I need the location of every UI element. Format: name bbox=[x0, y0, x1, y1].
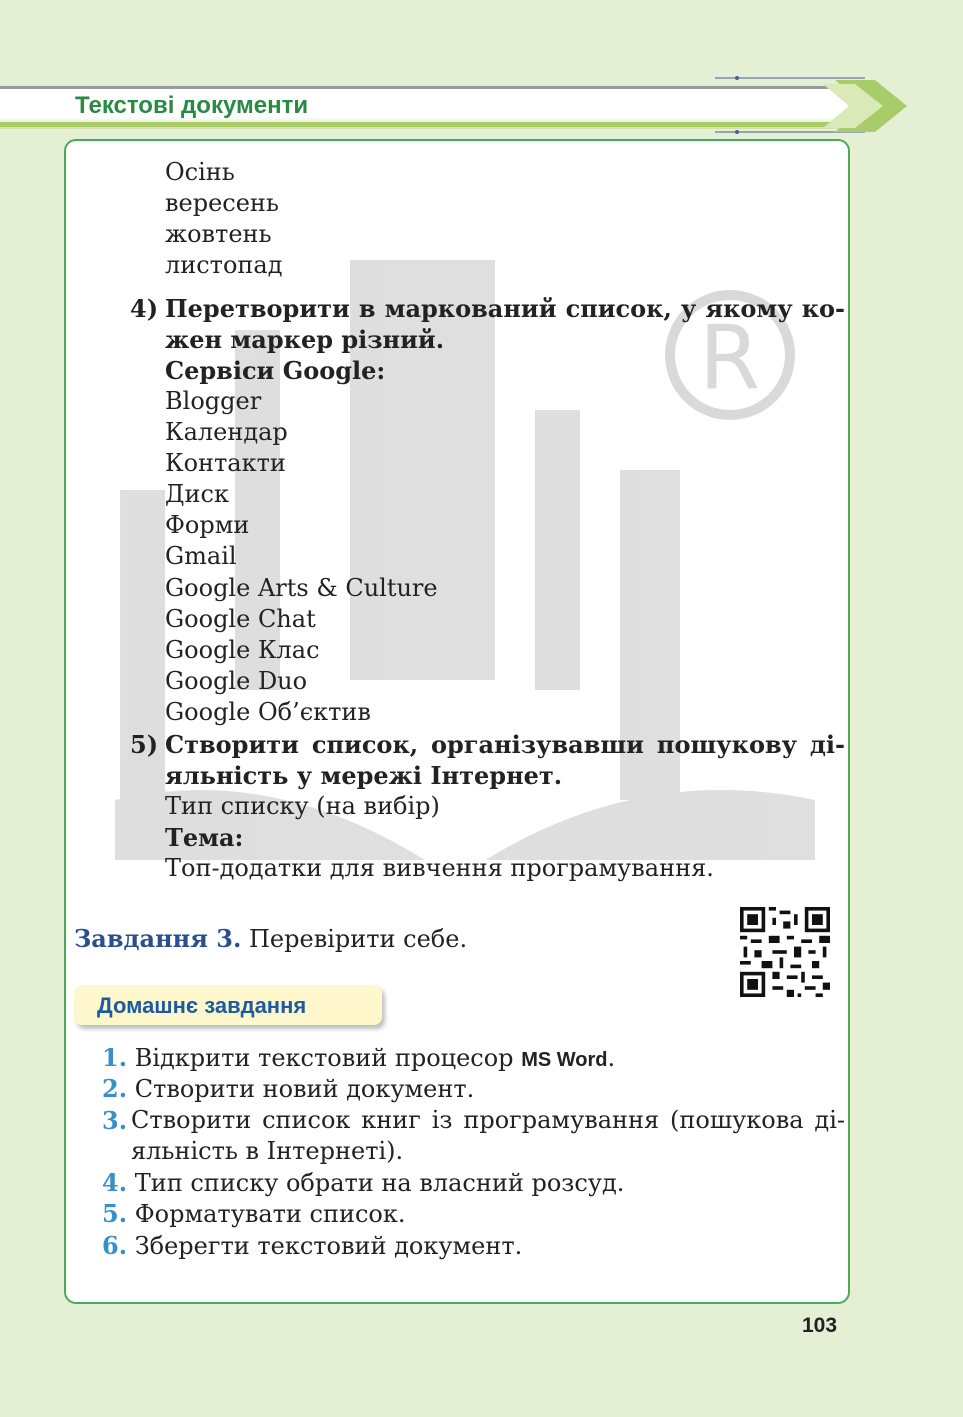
homework-item: 5. Форматувати список. bbox=[102, 1199, 406, 1228]
list-item: Google Duo bbox=[165, 667, 308, 695]
homework-item: 2. Створити новий документ. bbox=[102, 1074, 475, 1103]
list-item: Google Клас bbox=[165, 636, 320, 664]
chevron-right-icon bbox=[715, 70, 915, 140]
homework-item: 1. Відкрити текстовий процесор MS Word. bbox=[102, 1043, 616, 1072]
page-number: 103 bbox=[802, 1314, 838, 1337]
topic-text: Топ-додатки для вивчення програмування. bbox=[165, 854, 714, 882]
list-item: Календар bbox=[165, 418, 288, 446]
ms-word-label: MS Word bbox=[521, 1049, 608, 1071]
list-item: Google Arts & Culture bbox=[165, 574, 438, 602]
task3 bbox=[74, 923, 467, 955]
homework-item-number: 3. bbox=[102, 1106, 128, 1135]
task3-label: Завдання 3. bbox=[74, 924, 242, 953]
list-item: Blogger bbox=[165, 387, 262, 415]
task3-text: Перевірити себе. bbox=[249, 925, 468, 953]
list-item: Форми bbox=[165, 511, 250, 539]
list-item: листопад bbox=[165, 251, 283, 279]
list-item: жовтень bbox=[165, 220, 272, 248]
list-subtitle: Сервіси Google: bbox=[165, 356, 386, 385]
topic-label: Тема: bbox=[165, 823, 244, 852]
list-item: Gmail bbox=[165, 542, 237, 570]
homework-item: Створити список книг із програмування (пошукова ді- bbox=[131, 1106, 845, 1134]
qr-code-icon[interactable] bbox=[740, 907, 830, 997]
section-title: Текстові документи bbox=[75, 92, 309, 119]
list-item: вересень bbox=[165, 189, 279, 217]
homework-item-continued: яльність в Інтернеті). bbox=[131, 1137, 404, 1165]
svg-text:R: R bbox=[699, 306, 761, 409]
task-heading: Перетворити в маркований список, у якому ко- bbox=[165, 294, 845, 323]
list-type-text: Тип списку (на вибір) bbox=[165, 792, 440, 820]
task-heading: яльність у мережі Інтернет. bbox=[165, 761, 563, 790]
list-item: Google Об’єктив bbox=[165, 698, 371, 726]
homework-item: 4. Тип списку обрати на власний розсуд. bbox=[102, 1168, 625, 1197]
homework-title: Домашнє завдання bbox=[97, 993, 307, 1018]
list-item: Осінь bbox=[165, 158, 235, 186]
list-item: Google Chat bbox=[165, 605, 316, 633]
item-number: 4) bbox=[130, 294, 159, 323]
item-number: 5) bbox=[130, 730, 159, 759]
task-heading: жен маркер різний. bbox=[165, 325, 445, 354]
homework-item: 6. Зберегти текстовий документ. bbox=[102, 1231, 523, 1260]
list-item: Диск bbox=[165, 480, 229, 508]
task-heading: Створити список, організувавши пошукову ді- bbox=[165, 730, 845, 759]
list-item: Контакти bbox=[165, 449, 286, 477]
